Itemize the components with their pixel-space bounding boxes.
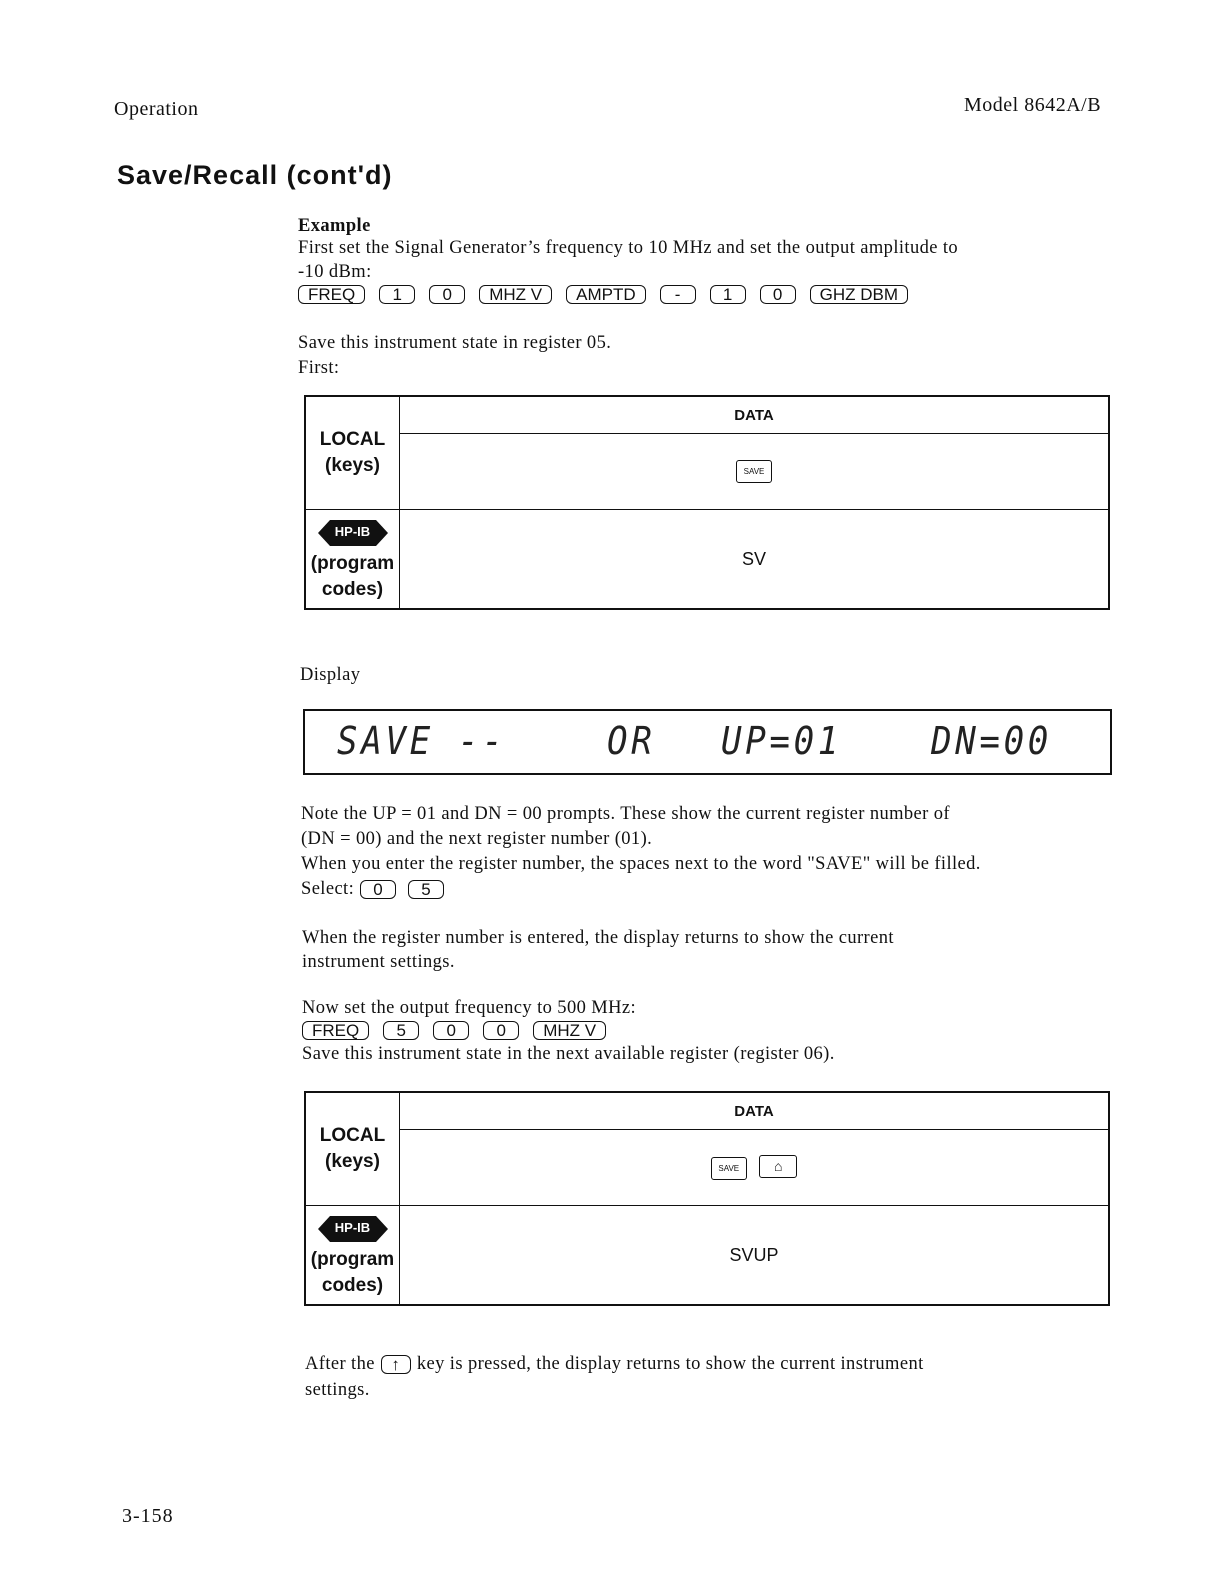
second-line1: Now set the output frequency to 500 MHz: <box>302 998 637 1018</box>
local-label: LOCAL <box>319 1125 386 1146</box>
example-intro-line2: -10 dBm: <box>298 262 372 282</box>
keys-label: (keys) <box>325 1151 380 1172</box>
ghz-dbm-key: GHZ DBM <box>810 285 908 304</box>
note-line1: Note the UP = 01 and DN = 00 prompts. These show the current register number of <box>301 804 950 824</box>
second-line2: Save this instrument state in the next available register (register 06). <box>302 1044 835 1064</box>
second-key-sequence <box>302 1021 620 1040</box>
program-cell <box>305 510 400 610</box>
local-label: LOCAL <box>319 429 386 450</box>
freq-key: FREQ <box>302 1021 369 1040</box>
example-intro-line1: First set the Signal Generator’s frequency to 10 MHz and set the output amplitude to <box>298 238 959 258</box>
returns-line1: When the register number is entered, the display returns to show the current <box>302 928 894 948</box>
select-label: Select: <box>301 879 355 899</box>
program-code: SV <box>400 510 1110 610</box>
hpib-badge-label: HP-IB <box>334 1219 371 1235</box>
digit-key: 0 <box>433 1021 469 1040</box>
display-or-text: OR <box>607 719 656 763</box>
digit-key: 1 <box>710 285 746 304</box>
digit-key: 0 <box>429 285 465 304</box>
display-dn-text: DN=00 <box>931 719 1052 763</box>
local-cell <box>305 1092 400 1206</box>
hpib-icon <box>318 520 388 546</box>
program-label: (program <box>310 1248 395 1270</box>
local-keys-cell <box>400 1130 1110 1206</box>
note-line3: When you enter the register number, the spaces next to the word "SAVE" will be filled. <box>301 854 981 874</box>
digit-key: 5 <box>408 880 444 899</box>
key-table-2 <box>304 1091 1110 1306</box>
first-label: First: <box>298 358 340 378</box>
digit-key: 5 <box>383 1021 419 1040</box>
key-table-1 <box>304 395 1110 610</box>
after-line1 <box>305 1352 924 1377</box>
keys-label: (keys) <box>325 455 380 476</box>
save-key: SAVE <box>711 1157 747 1180</box>
data-header: DATA <box>400 396 1110 434</box>
digit-key: 0 <box>360 880 396 899</box>
up-key: ↑ <box>381 1355 411 1374</box>
select-line <box>301 877 450 902</box>
page-title: Save/Recall (cont'd) <box>117 160 393 190</box>
after-line2: settings. <box>305 1380 370 1400</box>
codes-label: codes) <box>321 578 384 600</box>
page-number: 3-158 <box>122 1505 174 1527</box>
display-panel <box>303 709 1112 775</box>
after-after-key: key is pressed, the display returns to show the current instrument <box>416 1354 924 1374</box>
mhz-key: MHZ V <box>479 285 552 304</box>
up-arrow-key-icon: ⌂ <box>759 1155 797 1178</box>
display-up-text: UP=01 <box>721 719 842 763</box>
program-code: SVUP <box>400 1206 1110 1306</box>
program-label: (program <box>310 552 395 574</box>
returns-line2: instrument settings. <box>302 952 455 972</box>
program-cell <box>305 1206 400 1306</box>
digit-key: 1 <box>379 285 415 304</box>
mhz-key: MHZ V <box>533 1021 606 1040</box>
example-heading: Example <box>298 216 371 236</box>
digit-key: 0 <box>760 285 796 304</box>
model-label: Model 8642A/B <box>964 94 1102 116</box>
save-instruction: Save this instrument state in register 05. <box>298 333 612 353</box>
note-line2: (DN = 00) and the next register number (01). <box>301 829 653 849</box>
example-key-sequence <box>298 285 922 304</box>
freq-key: FREQ <box>298 285 365 304</box>
display-save-text: SAVE -- <box>337 719 507 763</box>
digit-key: 0 <box>483 1021 519 1040</box>
save-key: SAVE <box>736 460 772 483</box>
hpib-icon <box>318 1216 388 1242</box>
amptd-key: AMPTD <box>566 285 646 304</box>
data-header: DATA <box>400 1092 1110 1130</box>
hpib-badge-label: HP-IB <box>334 523 371 539</box>
display-heading: Display <box>300 665 361 685</box>
local-cell <box>305 396 400 510</box>
codes-label: codes) <box>321 1274 384 1296</box>
local-keys-cell <box>400 434 1110 510</box>
after-before-key: After the <box>305 1354 375 1374</box>
section-label: Operation <box>114 98 199 120</box>
minus-key: - <box>660 285 696 304</box>
